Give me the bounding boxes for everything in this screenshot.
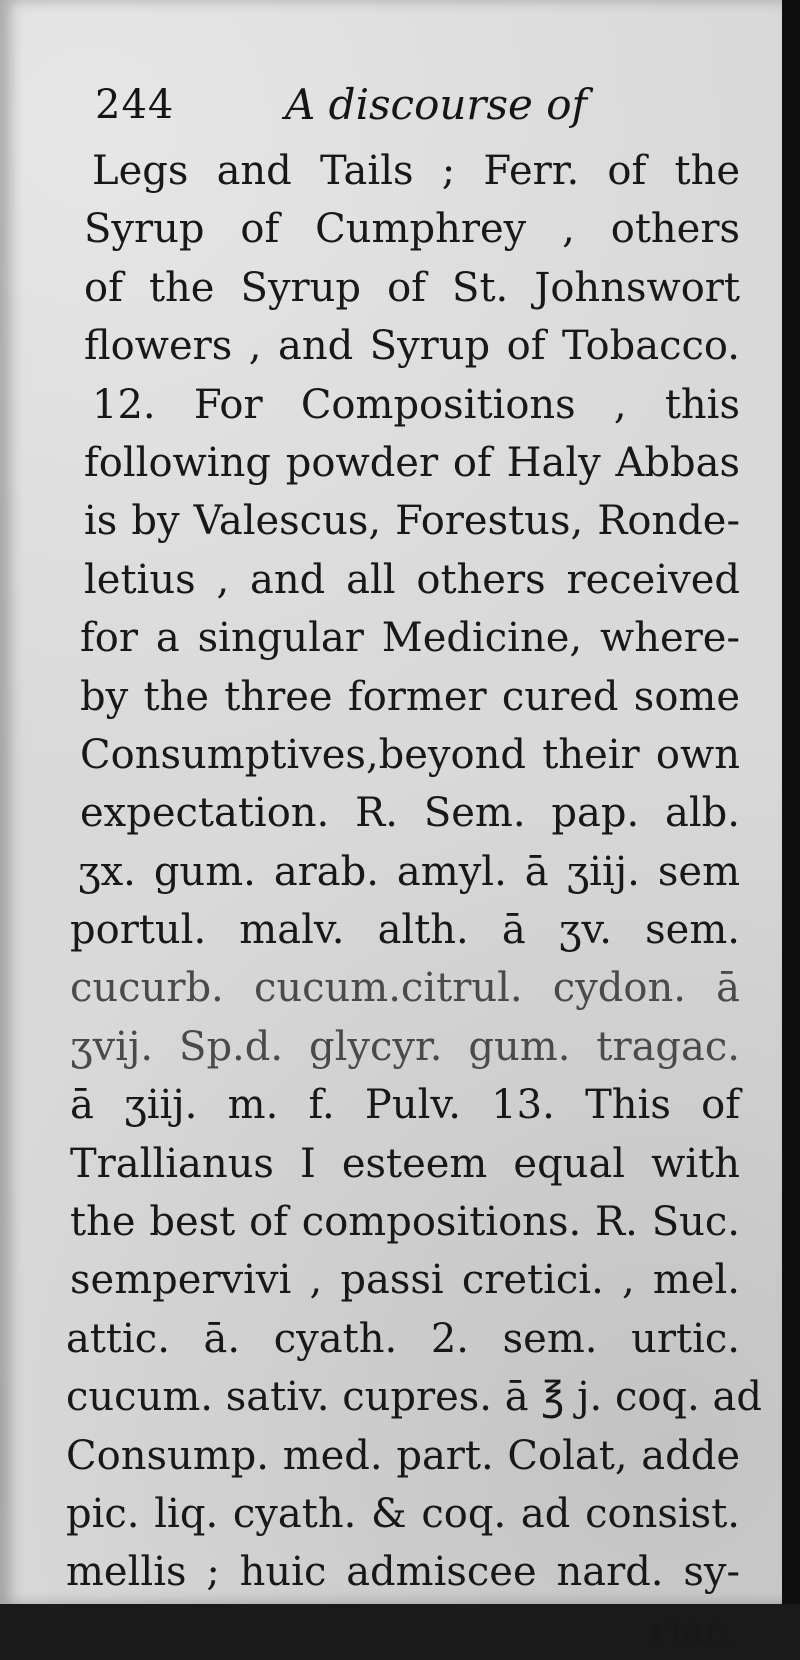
text-line: cucurb. cucum.citrul. cydon. ā (70, 965, 740, 1012)
text-line: of the Syrup of St. Johnswort (84, 264, 740, 311)
text-line: is by Valescus, Forestus, Ronde- (84, 498, 740, 545)
text-line: by the three former cured some (80, 673, 740, 720)
text-line: Consumptives,beyond their own (80, 731, 740, 778)
text-line: Legs and Tails ; Ferr. of the (92, 148, 740, 194)
text-line: ʒx. gum. arab. amyl. ā ʒiij. sem (78, 848, 740, 895)
text-line: ʒvij. Sp.d. glycyr. gum. tragac. (70, 1023, 740, 1070)
text-line: 12. For Compositions , this (92, 381, 740, 428)
text-line: Consump. med. part. Colat, adde (66, 1432, 740, 1479)
page-header (95, 78, 755, 138)
text-line: pic. liq. cyath. & coq. ad consist. (66, 1490, 740, 1537)
body-text (60, 142, 762, 1660)
running-head: A discourse of (285, 80, 588, 129)
text-line: Syrup of Cumphrey , others (84, 206, 740, 253)
text-line: for a singular Medicine, where- (80, 615, 740, 662)
text-line: ā ʒiij. m. f. Pulv. 13. This of (70, 1082, 740, 1129)
page-number: 244 (95, 82, 175, 128)
text-line: cucum. sativ. cupres. ā ℥ j. coq. ad (66, 1374, 762, 1421)
text-line: sempervivi , passi cretici. , mel. (70, 1257, 740, 1304)
text-line: riac. (649, 1607, 740, 1654)
text-line: mellis ; huic admiscee nard. sy- (66, 1549, 740, 1596)
text-line: flowers , and Syrup of Tobacco. (84, 323, 740, 370)
text-line: Trallianus I esteem equal with (70, 1140, 740, 1187)
text-line: attic. ā. cyath. 2. sem. urtic. (66, 1315, 740, 1362)
text-line: letius , and all others received (84, 556, 740, 603)
text-line: portul. malv. alth. ā ʒv. sem. (70, 907, 740, 954)
text-line: following powder of Haly Abbas (84, 439, 740, 486)
book-gutter (782, 0, 800, 1604)
text-line: expectation. R. Sem. pap. alb. (80, 790, 740, 837)
text-line: the best of compositions. R. Suc. (70, 1199, 740, 1246)
